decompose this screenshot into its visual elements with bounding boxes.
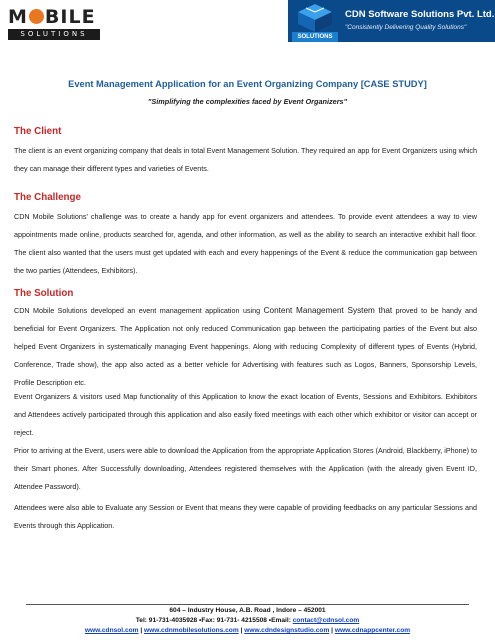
- document-title: Event Management Application for an Event Organizing Company [CASE STUDY]: [68, 79, 427, 89]
- logo-subtitle: SOLUTIONS: [8, 29, 100, 40]
- logo-wordmark: [8, 6, 96, 28]
- solution-paragraph-4: Attendees were also able to Evaluate any Session or Event that means they were capable of providing feedbacks on any particular Sessions and Events through this Application.: [14, 503, 477, 530]
- footer-separator: |: [329, 627, 335, 634]
- client-paragraph: The client is an event organizing company that deals in total Event Management Solution. They required an app for Event Organizers using which they can manage their different types and varieties of Events.: [14, 146, 477, 173]
- footer-separator: |: [238, 627, 245, 634]
- footer-divider: [26, 604, 469, 605]
- challenge-paragraph: CDN Mobile Solutions' challenge was to create a handy app for event organizers and attendees. To provide event attendees a way to view appointments made online, products searched for, agenda, and other information, as well as the ability to search an interactive exhibit hall floor. The client also wanted that the users must get updated with each and every happenings of the Event & reduce the communication gap between the two parties (Attendees, Exhibitors).: [14, 212, 477, 275]
- mobile-solutions-logo: [8, 6, 100, 40]
- section-heading-challenge: The Challenge: [14, 192, 81, 203]
- footer-tel-fax: Tel: 91-731-4035928 •Fax: 91-731- 4215508 •Email:: [135, 617, 293, 624]
- footer-address: 604 – Industry House, A.B. Road , Indore – 452001: [169, 607, 326, 614]
- solution-paragraph-3: Prior to arriving at the Event, users were able to download the Application from the appropriate Application Stores (Android, Blackberry, iPhone) to their Smart phones. After Successfully downloading, Attendees registered themselves with the Application (with the already given Event ID, Attendee Password).: [14, 446, 477, 491]
- logo-o-circle: [29, 9, 44, 24]
- document-subtitle: "Simplifying the complexities faced by Event Organizers": [147, 97, 348, 106]
- cube-logo-tag: SOLUTIONS: [292, 32, 338, 42]
- footer-link-cdnsol[interactable]: www.cdnsol.com: [84, 627, 139, 634]
- cdn-cube-logo: [292, 2, 338, 42]
- footer-link-appcenter[interactable]: www.cdnappcenter.com: [334, 627, 411, 634]
- footer-link-mobile[interactable]: www.cdnmobilesolutions.com: [144, 627, 239, 634]
- footer-email-link[interactable]: contact@cdnsol.com: [292, 617, 360, 624]
- logo-letters-bile: BILE: [44, 6, 96, 28]
- company-tagline: "Consistently Delivering Quality Solutions": [345, 24, 467, 31]
- footer-contact: [0, 617, 495, 624]
- footer-links: [0, 627, 495, 634]
- page-header: [0, 0, 495, 42]
- section-heading-solution: The Solution: [14, 288, 74, 299]
- logo-letter-m: M: [8, 6, 28, 28]
- footer-separator: |: [138, 627, 145, 634]
- section-heading-client: The Client: [14, 126, 62, 137]
- solution-p1-text: CDN Mobile Solutions developed an event management application using: [14, 306, 264, 315]
- footer-link-design[interactable]: www.cdndesignstudio.com: [244, 627, 330, 634]
- cms-phrase: Content Management System that: [263, 306, 393, 315]
- solution-p1-text-cont: proved to be handy and beneficial for Event Organizers. The Application not only reduced Communication gap between the participating parties of the Event but also helped Event Organizers in systematically managing Event happenings. Along with reducing Complexity of different types of Events (Hybrid, Conference, Trade show), the app also acted as a better vehicle for Advertising with features such as Logos, Banners, Sponsorship Levels, Profile Description etc.: [14, 306, 478, 387]
- solution-paragraph-2: Event Organizers & visitors used Map functionality of this Application to know the exact location of Events, Sessions and Exhibitors. Exhibitors and Attendees actively participated through this application and also easily fixed meetings with each other which exhibitor or visitor can accept or reject.: [14, 392, 477, 437]
- cube-icon: [292, 2, 338, 32]
- solution-paragraph-1: [14, 302, 477, 392]
- company-name: CDN Software Solutions Pvt. Ltd.: [345, 9, 495, 20]
